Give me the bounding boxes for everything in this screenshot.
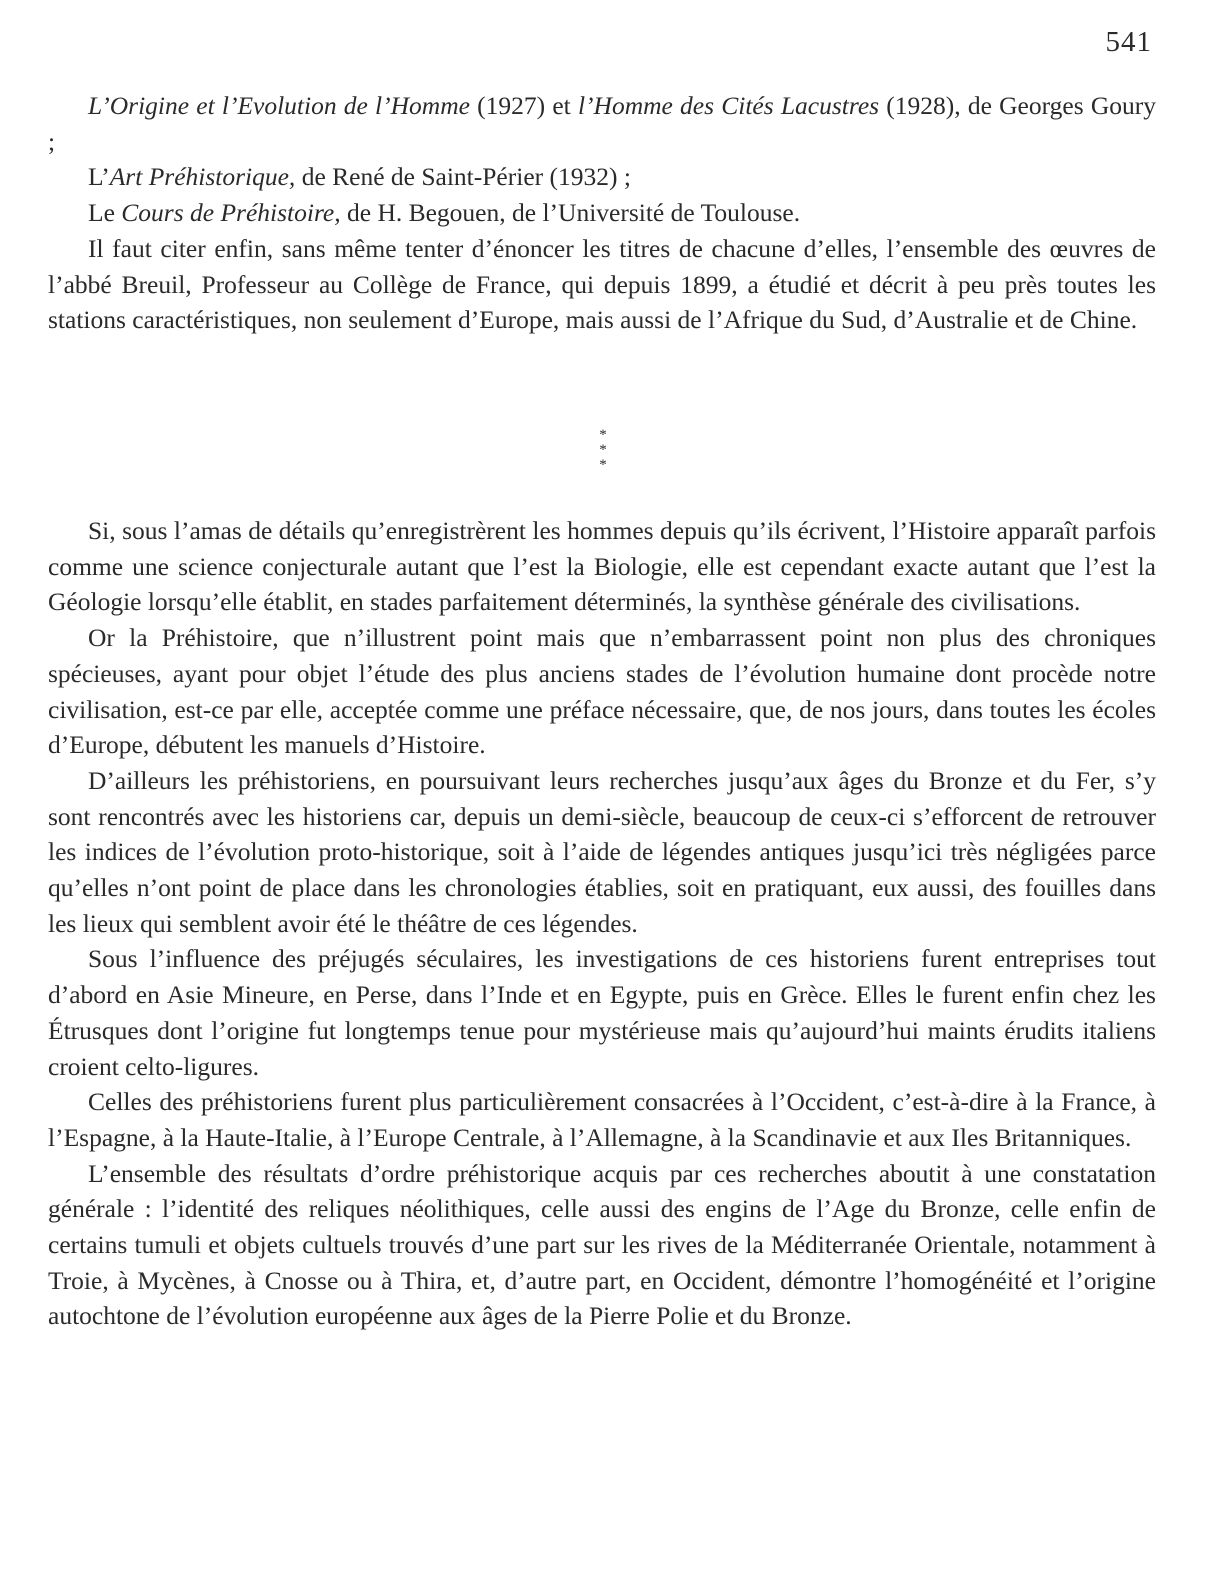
body-paragraph: Sous l’influence des préjugés séculaires, les investigations de ces historiens furent entreprises tout d’abord en Asie Mineure, en Perse, dans l’Inde et en Egypte, puis en Grèce. Elles le furent enfin chez les Étrusques dont l’origine fut longtemps tenue pour mystérieuse mais qu’aujourd’hui maints érudits italiens croient celto-ligures. (48, 944, 1156, 1081)
body-paragraph: Si, sous l’amas de détails qu’enregistrèrent les hommes depuis qu’ils écrivent, l’Histoire apparaît parfois comme une science conjecturale autant que l’est la Biologie, elle est cependant exacte autant que l’est la Géologie lorsqu’elle établit, en stades parfaitement déterminés, la synthèse générale des civilisations. (48, 516, 1156, 617)
body-text-block (48, 513, 1156, 1334)
separator-bottom: * * (599, 442, 617, 473)
reference-entry-1: L’Origine et l’Evolution de l’Homme (1927) et l’Homme des Cités Lacustres (1928), de Georges Goury ; (48, 91, 1156, 156)
top-text-block (48, 88, 1156, 338)
body-paragraph: D’ailleurs les préhistoriens, en poursuivant leurs recherches jusqu’aux âges du Bronze et du Fer, s’y sont rencontrés avec les historiens car, depuis un demi-siècle, beaucoup de ceux-ci s’efforcent de retrouver les indices de l’évolution proto-historique, soit à l’aide de légendes antiques jusqu’ici très négligées parce qu’elles n’ont point de place dans les chronologies établies, soit en pratiquant, eux aussi, des fouilles dans les lieux qui semblent avoir été le théâtre de ces légendes. (48, 765, 1156, 938)
body-paragraph: Celles des préhistoriens furent plus particulièrement consacrées à l’Occident, c’est-à-dire à la France, à l’Espagne, à la Haute-Italie, à l’Europe Centrale, à l’Allemagne, à la Scandinavie et aux Iles Britanniques. (48, 1087, 1156, 1152)
intro-paragraph: Il faut citer enfin, sans même tenter d’énoncer les titres de chacune d’elles, l’ensemble des œuvres de l’abbé Breuil, Professeur au Collège de France, qui depuis 1899, a étudié et décrit à peu près toutes les stations caractéristiques, non seulement d’Europe, mais aussi de l’Afrique du Sud, d’Australie et de Chine. (48, 233, 1156, 335)
reference-title: Art Préhistorique, (109, 162, 296, 192)
reference-entry-3: Le Cours de Préhistoire, de H. Begouen, de l’Université de Toulouse. (88, 198, 801, 228)
page-number: 541 (1105, 26, 1152, 58)
separator-top: * (599, 427, 607, 443)
reference-title: L’Origine et l’Evolution de l’Homme (88, 91, 470, 120)
section-separator (578, 427, 628, 473)
reference-title: Cours de Préhistoire, (121, 198, 341, 228)
body-paragraph: Or la Préhistoire, que n’illustrent point mais que n’embarrassent point non plus des chroniques spécieuses, ayant pour objet l’étude des plus anciens stades de l’évolution humaine dont procède notre civilisation, est-ce par elle, acceptée comme une préface nécessaire, que, de nos jours, dans toutes les écoles d’Europe, débutent les manuels d’Histoire. (48, 623, 1156, 760)
reference-title: l’Homme des Cités Lacustres (577, 91, 880, 120)
reference-entry-2: L’Art Préhistorique, de René de Saint-Périer (1932) ; (88, 162, 631, 192)
body-paragraph: L’ensemble des résultats d’ordre préhistorique acquis par ces recherches aboutit à une constatation générale : l’identité des reliques néolithiques, celle aussi des engins de l’Age du Bronze, celle enfin de certains tumuli et objets cultuels trouvés d’une part sur les rives de la Méditerranée Orientale, notamment à Troie, à Mycènes, à Cnosse ou à Thira, et, d’autre part, en Occident, démontre l’homogénéité et l’origine autochtone de l’évolution européenne aux âges de la Pierre Polie et du Bronze. (48, 1158, 1156, 1331)
